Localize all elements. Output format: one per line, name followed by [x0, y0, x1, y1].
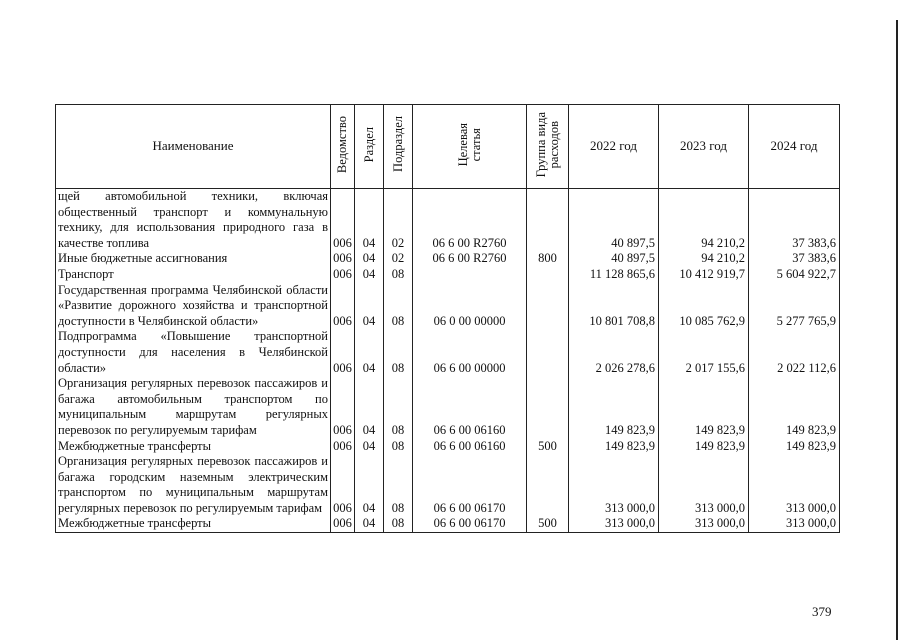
row-subsection: 08 [384, 329, 413, 376]
row-group [527, 283, 569, 330]
row-2023: 94 210,2 [659, 251, 749, 267]
row-subsection: 08 [384, 267, 413, 283]
header-exp-group: Группа вида расходов [527, 105, 569, 189]
row-section: 04 [355, 251, 384, 267]
row-name: Иные бюджетные ассигнования [56, 251, 331, 267]
row-target: 06 6 00 06170 [413, 454, 527, 516]
row-2023: 94 210,2 [659, 189, 749, 252]
row-subsection: 08 [384, 516, 413, 532]
row-dept: 006 [331, 516, 355, 532]
header-subsection: Подраздел [384, 105, 413, 189]
row-name: Организация регулярных перевозок пассажиров и багажа городским наземным электрическим транспортом по муниципальным маршрутам регулярных перевозок по регулируемым тарифам [56, 454, 331, 516]
row-target: 06 6 00 R2760 [413, 251, 527, 267]
table-row [56, 189, 840, 252]
header-target: Целевая статья [413, 105, 527, 189]
header-2022: 2022 год [569, 105, 659, 189]
row-2024: 149 823,9 [749, 439, 840, 455]
row-group [527, 454, 569, 516]
table-header-row [56, 105, 840, 189]
row-2024: 313 000,0 [749, 516, 840, 532]
budget-table [55, 104, 840, 533]
row-target: 06 6 00 06160 [413, 439, 527, 455]
row-2023: 10 085 762,9 [659, 283, 749, 330]
header-2024: 2024 год [749, 105, 840, 189]
row-section: 04 [355, 516, 384, 532]
row-name: Межбюджетные трансферты [56, 439, 331, 455]
row-target: 06 6 00 R2760 [413, 189, 527, 252]
row-dept: 006 [331, 329, 355, 376]
row-2023: 313 000,0 [659, 454, 749, 516]
row-2022: 149 823,9 [569, 376, 659, 438]
row-2022: 2 026 278,6 [569, 329, 659, 376]
row-target: 06 6 00 00000 [413, 329, 527, 376]
header-name: Наименование [56, 105, 331, 189]
page-right-edge-line [896, 20, 898, 640]
row-2024: 2 022 112,6 [749, 329, 840, 376]
row-2022: 313 000,0 [569, 516, 659, 532]
row-name: Межбюджетные трансферты [56, 516, 331, 532]
row-dept: 006 [331, 267, 355, 283]
row-section: 04 [355, 454, 384, 516]
row-section: 04 [355, 439, 384, 455]
header-dept: Ведомство [331, 105, 355, 189]
row-2022: 40 897,5 [569, 251, 659, 267]
row-2024: 37 383,6 [749, 189, 840, 252]
row-section: 04 [355, 189, 384, 252]
row-2022: 10 801 708,8 [569, 283, 659, 330]
row-name: Организация регулярных перевозок пассажиров и багажа автомобильным транспортом по муниципальным маршрутам регулярных перевозок по регулируемым тарифам [56, 376, 331, 438]
row-section: 04 [355, 267, 384, 283]
page-number: 379 [812, 604, 832, 619]
table-row [56, 439, 840, 455]
row-name: Подпрограмма «Повышение транспортной доступности для населения в Челябинской области» [56, 329, 331, 376]
table-row [56, 376, 840, 438]
table-row [56, 516, 840, 532]
row-2024: 5 277 765,9 [749, 283, 840, 330]
row-2023: 149 823,9 [659, 439, 749, 455]
row-subsection: 02 [384, 189, 413, 252]
table-row [56, 251, 840, 267]
row-group [527, 267, 569, 283]
row-dept: 006 [331, 189, 355, 252]
row-section: 04 [355, 283, 384, 330]
row-group: 800 [527, 251, 569, 267]
header-section: Раздел [355, 105, 384, 189]
row-subsection: 08 [384, 283, 413, 330]
row-target: 06 0 00 00000 [413, 283, 527, 330]
row-2023: 149 823,9 [659, 376, 749, 438]
row-2024: 149 823,9 [749, 376, 840, 438]
table-row [56, 267, 840, 283]
row-name: Государственная программа Челябинской области «Развитие дорожного хозяйства и транспортной доступности в Челябинской области» [56, 283, 331, 330]
row-dept: 006 [331, 283, 355, 330]
row-2022: 11 128 865,6 [569, 267, 659, 283]
row-2022: 149 823,9 [569, 439, 659, 455]
row-2023: 2 017 155,6 [659, 329, 749, 376]
row-subsection: 02 [384, 251, 413, 267]
row-name: Транспорт [56, 267, 331, 283]
row-2023: 10 412 919,7 [659, 267, 749, 283]
row-target: 06 6 00 06170 [413, 516, 527, 532]
row-subsection: 08 [384, 376, 413, 438]
header-2023: 2023 год [659, 105, 749, 189]
row-2024: 5 604 922,7 [749, 267, 840, 283]
row-name: щей автомобильной техники, включая общественный транспорт и коммунальную технику, для использования природного газа в качестве топлива [56, 189, 331, 252]
row-2024: 37 383,6 [749, 251, 840, 267]
row-dept: 006 [331, 251, 355, 267]
row-2022: 313 000,0 [569, 454, 659, 516]
row-dept: 006 [331, 439, 355, 455]
row-2023: 313 000,0 [659, 516, 749, 532]
row-subsection: 08 [384, 454, 413, 516]
row-section: 04 [355, 329, 384, 376]
table-row [56, 454, 840, 516]
row-dept: 006 [331, 376, 355, 438]
row-dept: 006 [331, 454, 355, 516]
row-group [527, 189, 569, 252]
row-group [527, 376, 569, 438]
row-2024: 313 000,0 [749, 454, 840, 516]
row-subsection: 08 [384, 439, 413, 455]
row-group: 500 [527, 516, 569, 532]
row-2022: 40 897,5 [569, 189, 659, 252]
row-group: 500 [527, 439, 569, 455]
table-row [56, 283, 840, 330]
row-target [413, 267, 527, 283]
row-section: 04 [355, 376, 384, 438]
row-group [527, 329, 569, 376]
row-target: 06 6 00 06160 [413, 376, 527, 438]
table-row [56, 329, 840, 376]
